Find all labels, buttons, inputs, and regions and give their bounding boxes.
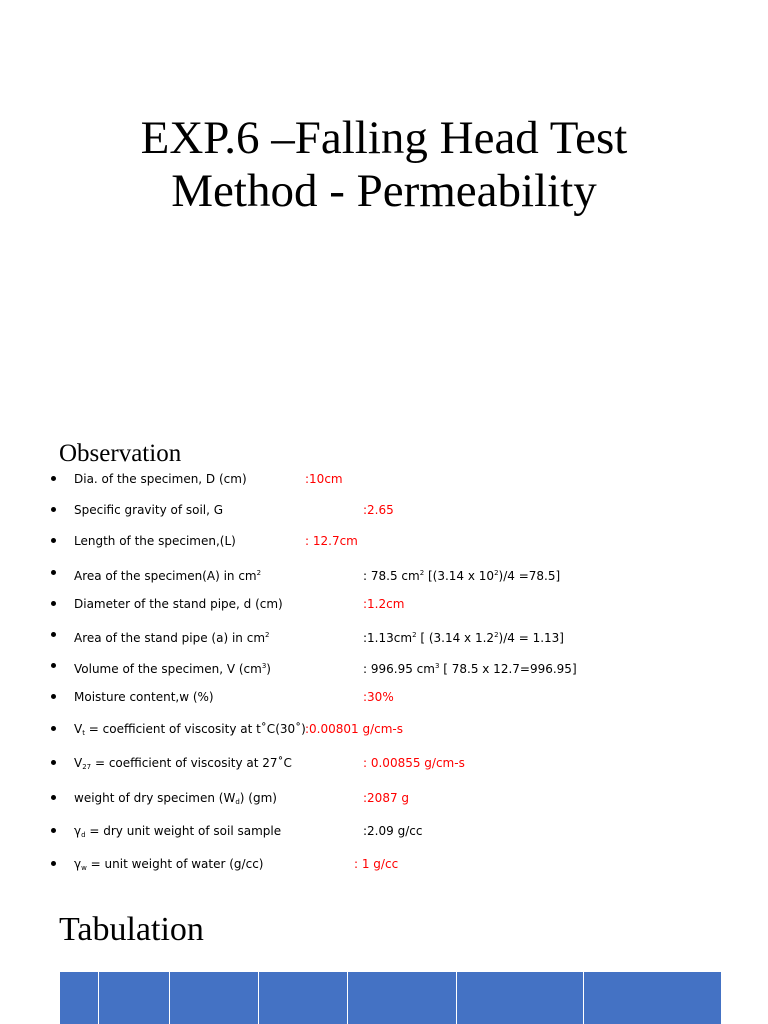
item-label: weight of dry specimen $(W_d)$ (gm) <box>74 791 277 806</box>
item-value: :2087 g <box>363 791 410 805</box>
table-header-cell <box>170 972 259 1024</box>
list-item-volume <box>0 654 768 678</box>
table-header-cell <box>457 972 584 1024</box>
list-item-specimen-area <box>0 561 768 585</box>
item-value: :2.65 <box>363 503 394 517</box>
title-line-1: EXP.6 –Falling Head Test <box>140 112 628 164</box>
item-label: $V_{27}$ = coefficient of viscosity at 27˚C <box>74 756 292 771</box>
bullet-icon <box>51 507 56 512</box>
item-value: : 12.7cm <box>305 534 358 548</box>
slide-title <box>0 112 768 218</box>
bullet-icon <box>51 601 56 606</box>
item-label: Area of the specimen(A) in $cm^2$ <box>74 569 262 583</box>
item-label: $\gamma_w$ = unit weight of water (g/cc) <box>74 857 264 872</box>
bullet-icon <box>51 570 56 575</box>
tabulation-table-header <box>60 972 721 1024</box>
list-item-length <box>0 529 768 553</box>
item-value: :30% <box>363 690 394 704</box>
list-item-dry-unit-weight <box>0 819 768 843</box>
item-label: Specific gravity of soil, G <box>74 503 224 517</box>
item-label: Dia. of the specimen, D (cm) <box>74 472 247 486</box>
list-item-dry-weight <box>0 786 768 810</box>
table-header-cell <box>584 972 721 1024</box>
item-value: :2.09 g/cc <box>363 824 423 838</box>
bullet-icon <box>51 760 56 765</box>
table-header-cell <box>99 972 170 1024</box>
bullet-icon <box>51 726 56 731</box>
list-item-viscosity-27 <box>0 751 768 775</box>
list-item-moisture <box>0 685 768 709</box>
item-value: $:1.13cm^2$ [ (3.14 x $1.2^2)/4 = 1.13$] <box>363 631 564 645</box>
item-value: : 0.00855 g/cm-s <box>363 756 465 770</box>
table-header-cell <box>60 972 99 1024</box>
tabulation-heading: Tabulation <box>59 911 204 948</box>
list-item-stand-pipe-area <box>0 623 768 647</box>
observation-list <box>0 466 768 872</box>
item-label: Diameter of the stand pipe, d (cm) <box>74 597 283 611</box>
bullet-icon <box>51 861 56 866</box>
bullet-icon <box>51 694 56 699</box>
bullet-icon <box>51 795 56 800</box>
item-label: $\gamma_d$ = dry unit weight of soil sample <box>74 824 282 839</box>
bullet-icon <box>51 476 56 481</box>
item-label: Length of the specimen,(L) <box>74 534 236 548</box>
bullet-icon <box>51 538 56 543</box>
bullet-icon <box>51 632 56 637</box>
item-value: : 1 g/cc <box>354 857 399 871</box>
item-value: :1.2cm <box>363 597 405 611</box>
item-value: :0.00801 g/cm-s <box>305 722 404 736</box>
item-value: : 78.5 $cm^2$ [(3.14 x $10^2)/4 =78.5$] <box>363 569 561 583</box>
item-label: $V_t$ = coefficient of viscosity at t˚C(30˚) <box>74 722 306 737</box>
list-item-water-unit-weight <box>0 852 768 876</box>
list-item-stand-pipe-diameter <box>0 592 768 616</box>
item-label: Area of the stand pipe (a) in $cm^2$ <box>74 631 270 645</box>
list-item-diameter <box>0 467 768 491</box>
title-line-2: Method - Permeability <box>171 165 597 217</box>
item-value: :10cm <box>305 472 343 486</box>
item-label: Volume of the specimen, V $(cm^3)$ <box>74 662 271 676</box>
item-label: Moisture content,w (%) <box>74 690 214 704</box>
table-header-cell <box>348 972 457 1024</box>
list-item-viscosity-t <box>0 717 768 741</box>
bullet-icon <box>51 663 56 668</box>
observation-heading: Observation <box>59 440 182 467</box>
list-item-specific-gravity <box>0 498 768 522</box>
bullet-icon <box>51 828 56 833</box>
item-value: : 996.95 $cm^3$ [ 78.5 x 12.7=996.95] <box>363 662 577 676</box>
table-header-cell <box>259 972 348 1024</box>
